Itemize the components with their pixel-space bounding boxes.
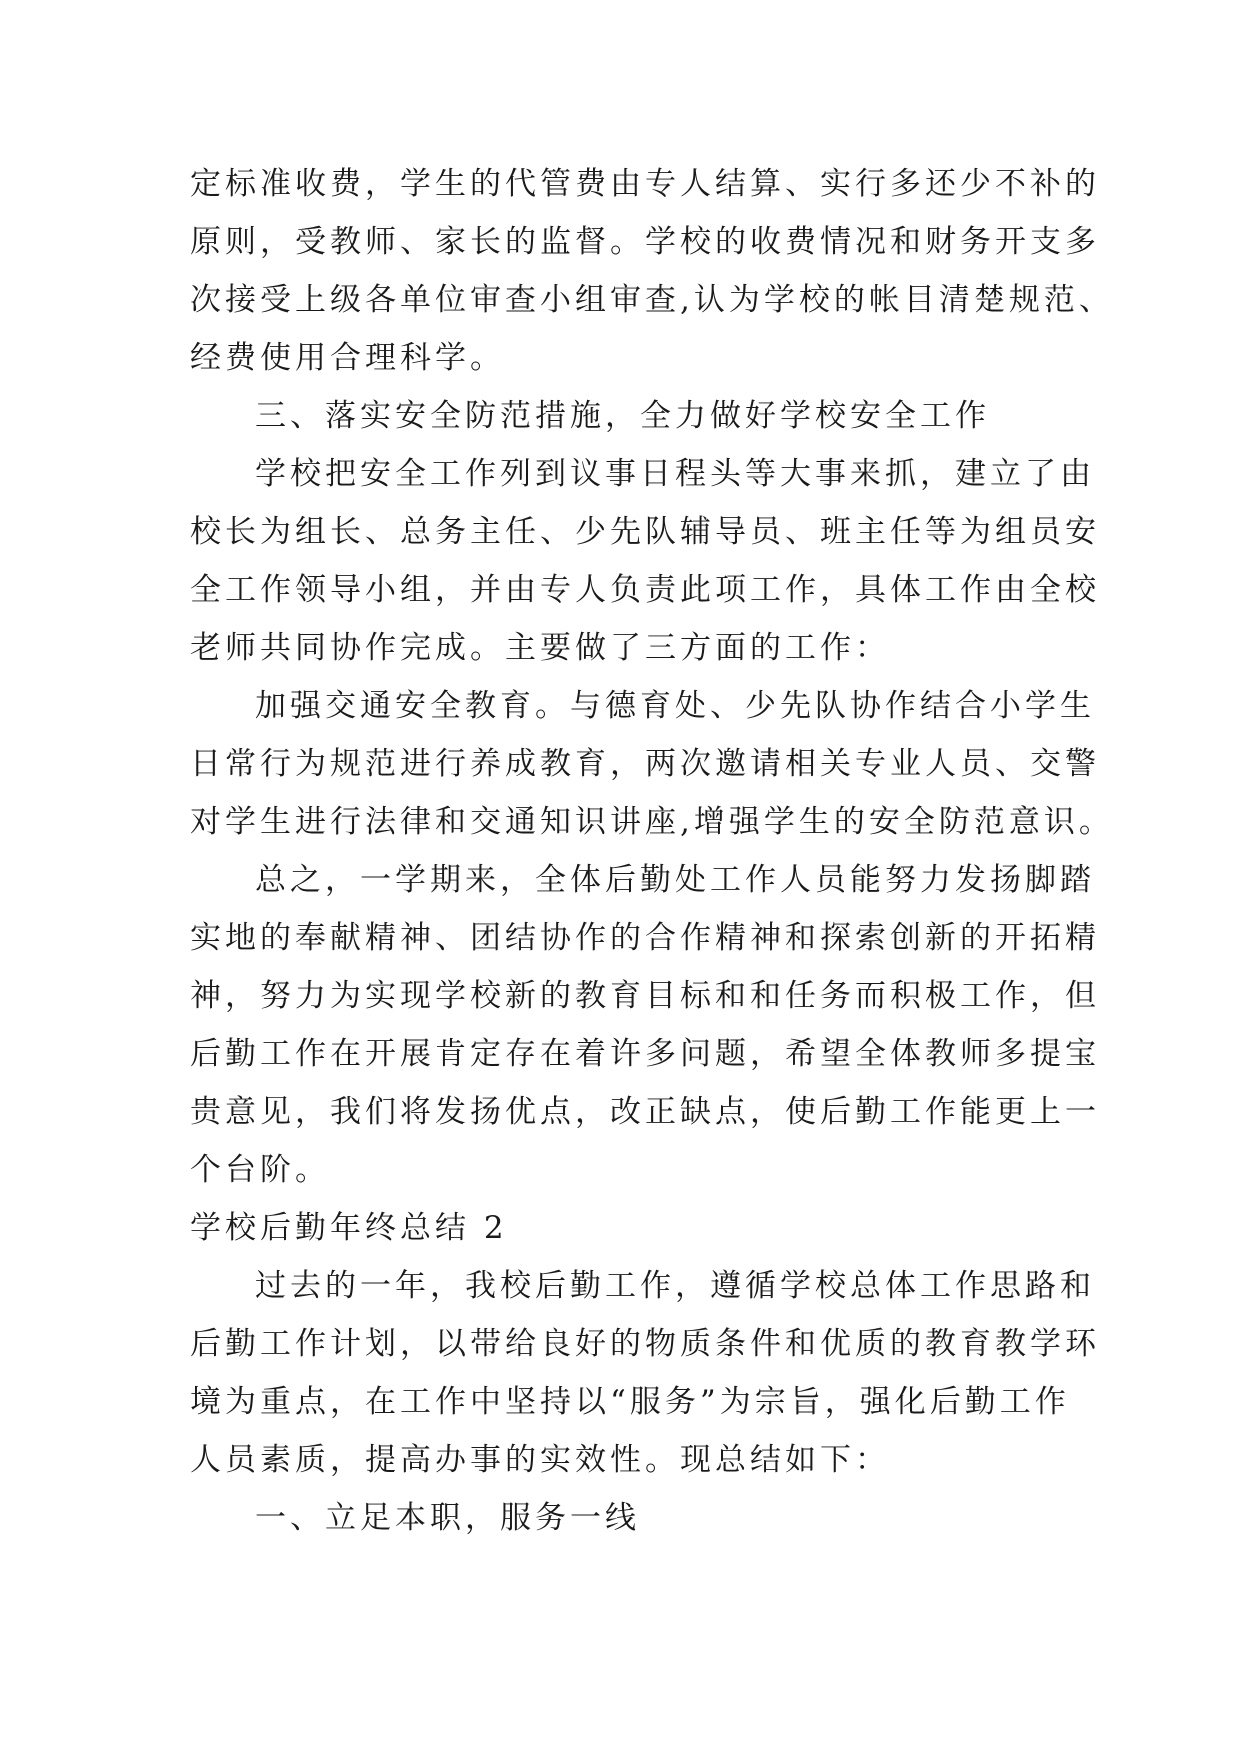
body-text-line: 校长为组长、总务主任、少先队辅导员、班主任等为组员安 <box>190 514 1100 550</box>
body-text-line: 后勤工作在开展肯定存在着许多问题，希望全体教师多提宝 <box>190 1036 1100 1072</box>
body-text-line: 全工作领导小组，并由专人负责此项工作，具体工作由全校 <box>190 572 1100 608</box>
paragraph-start-line: 加强交通安全教育。与德育处、少先队协作结合小学生 <box>255 688 1095 724</box>
body-text-line: 对学生进行法律和交通知识讲座,增强学生的安全防范意识。 <box>190 804 1114 840</box>
body-text-line: 神，努力为实现学校新的教育目标和和任务而积极工作，但 <box>190 978 1100 1014</box>
paragraph-start-line: 总之，一学期来，全体后勤处工作人员能努力发扬脚踏 <box>255 862 1095 898</box>
paragraph-start-line: 过去的一年，我校后勤工作，遵循学校总体工作思路和 <box>255 1268 1095 1304</box>
paragraph-start-line: 学校把安全工作列到议事日程头等大事来抓，建立了由 <box>255 456 1095 492</box>
body-text-line: 后勤工作计划，以带给良好的物质条件和优质的教育教学环 <box>190 1326 1100 1362</box>
body-text-line: 定标准收费，学生的代管费由专人结算、实行多还少不补的 <box>190 166 1100 202</box>
body-text-line: 贵意见，我们将发扬优点，改正缺点，使后勤工作能更上一 <box>190 1094 1100 1130</box>
body-text-line: 次接受上级各单位审查小组审查,认为学校的帐目清楚规范、 <box>190 282 1114 318</box>
body-text-line: 经费使用合理科学。 <box>190 340 505 376</box>
body-text-line: 日常行为规范进行养成教育，两次邀请相关专业人员、交警 <box>190 746 1100 782</box>
body-text-line: 人员素质，提高办事的实效性。现总结如下： <box>190 1442 890 1478</box>
section-heading: 三、落实安全防范措施，全力做好学校安全工作 <box>255 398 990 434</box>
section-heading: 一、立足本职，服务一线 <box>255 1500 640 1536</box>
document-title: 学校后勤年终总结 2 <box>190 1210 508 1246</box>
body-text-line: 原则，受教师、家长的监督。学校的收费情况和财务开支多 <box>190 224 1100 260</box>
body-text-line: 老师共同协作完成。主要做了三方面的工作： <box>190 630 890 666</box>
body-text-line: 实地的奉献精神、团结协作的合作精神和探索创新的开拓精 <box>190 920 1100 956</box>
body-text-line: 个台阶。 <box>190 1152 330 1188</box>
body-text-line: 境为重点，在工作中坚持以“服务”为宗旨，强化后勤工作 <box>190 1384 1070 1420</box>
